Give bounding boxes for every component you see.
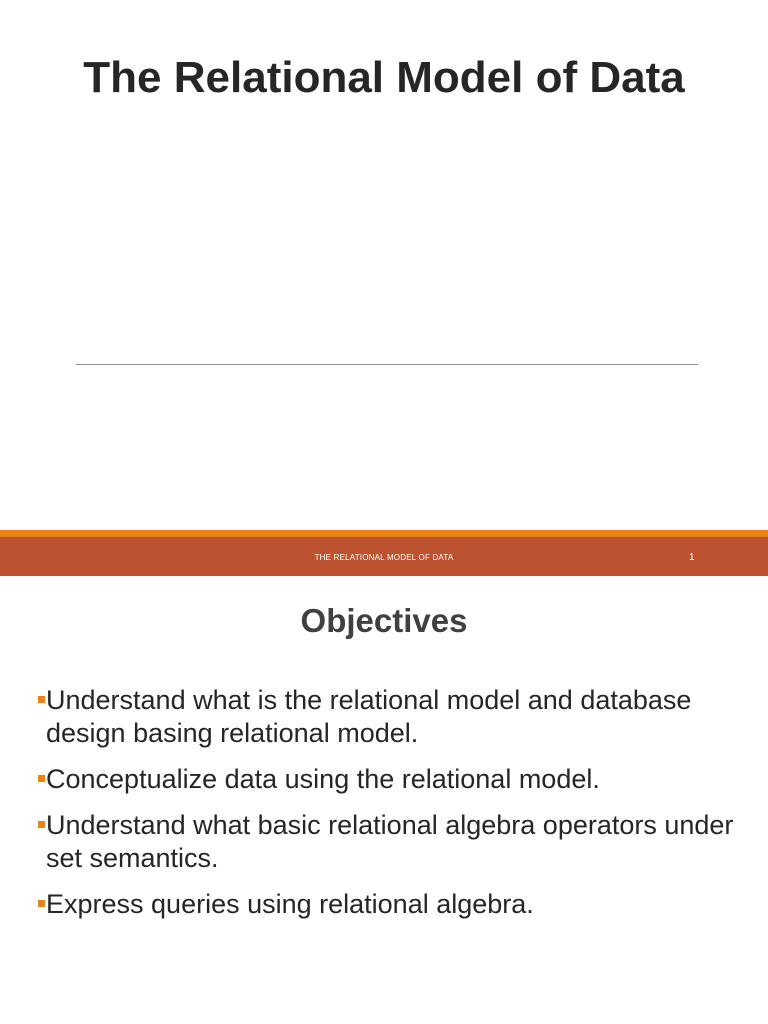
slide-footer: [0, 530, 768, 576]
footer-text: THE RELATIONAL MODEL OF DATA: [314, 553, 454, 562]
list-item: [38, 763, 738, 796]
list-item-text: Express queries using relational algebra.: [46, 889, 534, 919]
bullet-square-icon: [38, 900, 45, 907]
bullet-square-icon: [38, 775, 45, 782]
list-item: [38, 684, 738, 750]
objectives-list: [38, 684, 738, 934]
list-item-text: Understand what is the relational model and database design basing relational model.: [46, 685, 692, 748]
bullet-square-icon: [38, 696, 45, 703]
bullet-square-icon: [38, 821, 45, 828]
title-divider: [76, 364, 698, 365]
footer-accent-stripe: [0, 530, 768, 537]
list-item-text: Understand what basic relational algebra operators under set semantics.: [46, 810, 734, 873]
slide2-title: Objectives: [300, 602, 468, 639]
list-item: [38, 888, 738, 921]
list-item-text: Conceptualize data using the relational model.: [46, 764, 600, 794]
footer-page-number: 1: [689, 552, 695, 563]
slide1-title: The Relational Model of Data: [83, 53, 685, 102]
list-item: [38, 809, 738, 875]
